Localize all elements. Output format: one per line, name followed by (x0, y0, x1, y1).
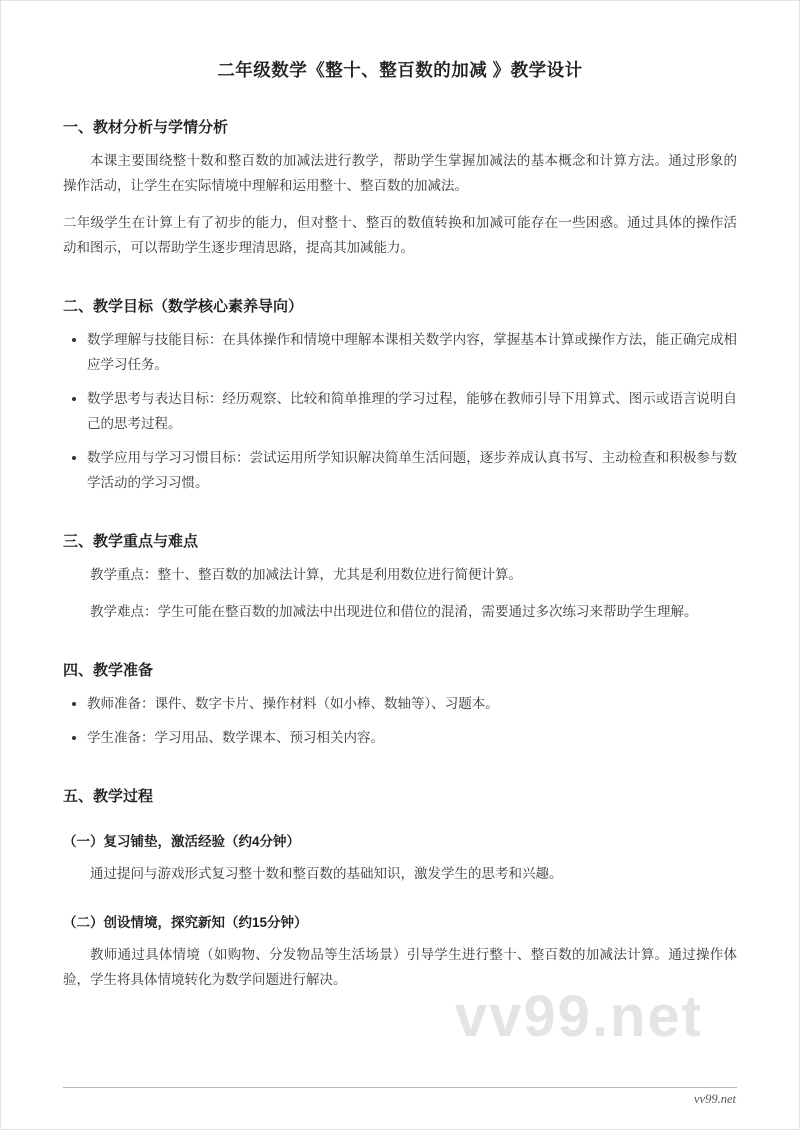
list-item: • 数学思考与表达目标：经历观察、比较和简单推理的学习过程，能够在教师引导下用算式、图示或语言说明自己的思考过程。 (87, 387, 737, 437)
paragraph: 教学重点：整十、整百数的加减法计算，尤其是利用数位进行简便计算。 (90, 566, 522, 582)
list-item: • 数学理解与技能目标：在具体操作和情境中理解本课相关数学内容，掌握基本计算或操作方法，能正确完成相应学习任务。 (87, 328, 737, 378)
section-teaching-goals (63, 295, 737, 496)
paragraph: 教学难点：学生可能在整百数的加减法中出现进位和借位的混淆，需要通过多次练习来帮助学生理解。 (90, 603, 698, 619)
goals-bullet-list (69, 328, 737, 496)
paragraph: 二年级学生在计算上有了初步的能力，但对整十、整百的数值转换和加减可能存在一些困惑。通过具体的操作活动和图示，可以帮助学生逐步理清思路，提高其加减能力。 (63, 214, 737, 255)
paragraph: 通过提问与游戏形式复习整十数和整百数的基础知识，激发学生的思考和兴趣。 (90, 865, 563, 881)
footer-site-label: vv99.net (694, 1092, 736, 1106)
footer-divider (63, 1087, 737, 1088)
section-heading: 一、教材分析与学情分析 (63, 119, 229, 136)
list-item: • 数学应用与学习习惯目标：尝试运用所学知识解决简单生活问题，逐步养成认真书写、主动检查和积极参与数学活动的学习习惯。 (87, 446, 737, 496)
document-title: 二年级数学《整十、整百数的加减 》教学设计 (217, 60, 583, 80)
section-preparation (63, 659, 737, 751)
preparation-bullet-list (69, 692, 737, 751)
section-heading: 三、教学重点与难点 (63, 532, 199, 550)
subsection-heading: （一）复习铺垫，激活经验（约4分钟） (63, 833, 301, 849)
paragraph: 本课主要围绕整十数和整百数的加减法进行教学，帮助学生掌握加减法的基本概念和计算方法。通过形象的操作活动，让学生在实际情境中理解和运用整十、整百数的加减法。 (63, 153, 737, 193)
watermark-text: vv99.net (454, 984, 703, 1049)
section-heading: 五、教学过程 (63, 787, 154, 805)
section-key-points (63, 530, 737, 625)
list-item: • 学生准备：学习用品、数学课本、预习相关内容。 (87, 726, 737, 751)
section-teaching-process (63, 785, 737, 993)
section-heading: 二、教学目标（数学核心素养导向） (63, 297, 304, 315)
paragraph: 教师通过具体情境（如购物、分发物品等生活场景）引导学生进行整十、整百数的加减法计算。通过操作体验，学生将具体情境转化为数学问题进行解决。 (63, 946, 737, 987)
subsection-heading: （二）创设情境，探究新知（约15分钟） (63, 914, 308, 930)
section-heading: 四、教学准备 (63, 661, 154, 679)
section-material-analysis (63, 116, 737, 261)
list-item: • 教师准备：课件、数字卡片、操作材料（如小棒、数轴等）、习题本。 (87, 692, 737, 717)
